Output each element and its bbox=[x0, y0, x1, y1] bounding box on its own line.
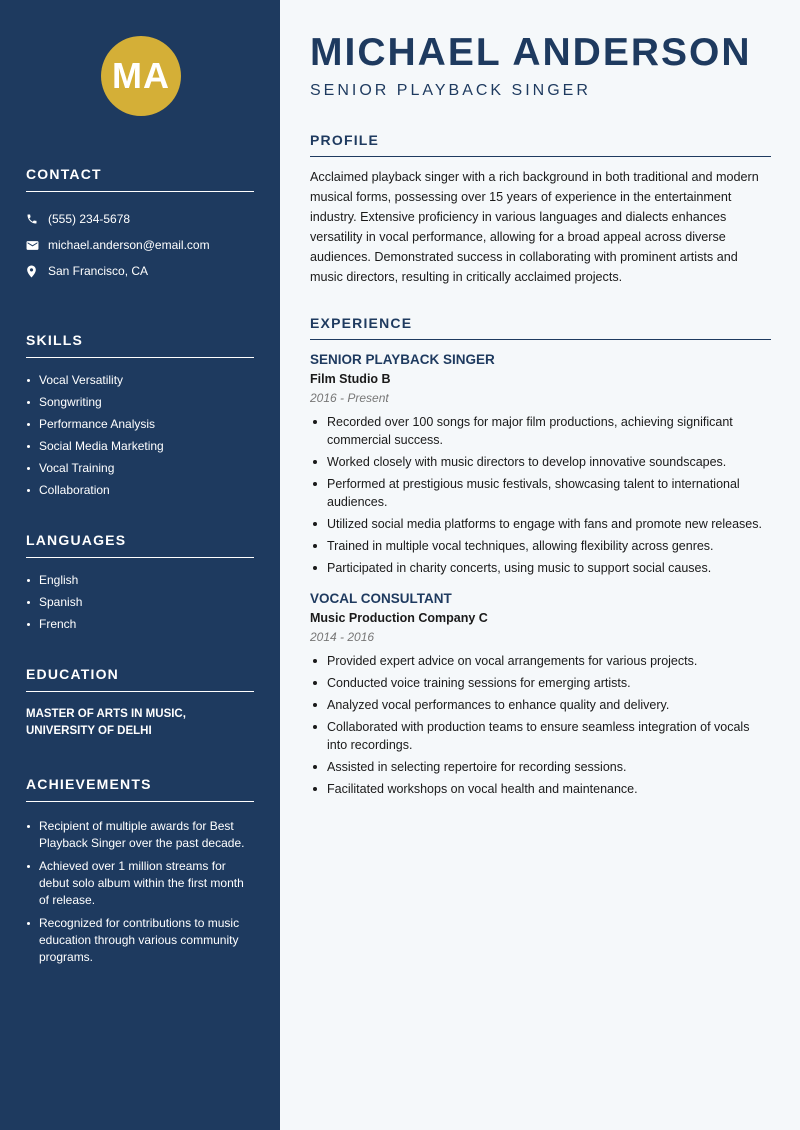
candidate-name: MICHAEL ANDERSON bbox=[310, 31, 752, 74]
job-dates: 2014 - 2016 bbox=[310, 630, 375, 644]
location-text: San Francisco, CA bbox=[48, 264, 149, 278]
education-section bbox=[26, 666, 254, 740]
profile-section bbox=[310, 132, 771, 287]
list-item: Vocal Versatility bbox=[26, 372, 254, 388]
list-item: Worked closely with music directors to develop innovative soundscapes. bbox=[310, 453, 771, 471]
job-dates: 2016 - Present bbox=[310, 391, 389, 405]
achievements-heading: ACHIEVEMENTS bbox=[26, 776, 254, 802]
education-degree: MASTER OF ARTS IN MUSIC, bbox=[26, 708, 186, 720]
education-heading: EDUCATION bbox=[26, 666, 254, 692]
list-item: Participated in charity concerts, using music to support social causes. bbox=[310, 559, 771, 577]
list-item: Facilitated workshops on vocal health and maintenance. bbox=[310, 780, 771, 798]
email-text: michael.anderson@email.com bbox=[48, 238, 210, 252]
list-item: Trained in multiple vocal techniques, allowing flexibility across genres. bbox=[310, 537, 771, 555]
list-item: Recorded over 100 songs for major film productions, achieving significant commercial success. bbox=[310, 413, 771, 449]
mail-icon bbox=[26, 240, 48, 251]
candidate-role: SENIOR PLAYBACK SINGER bbox=[310, 82, 591, 99]
contact-phone bbox=[26, 206, 254, 232]
languages-section bbox=[26, 532, 254, 632]
list-item: Recipient of multiple awards for Best Playback Singer over the past decade. bbox=[26, 818, 254, 852]
job-entry bbox=[310, 591, 771, 798]
achievements-section bbox=[26, 776, 254, 966]
avatar: MA bbox=[101, 36, 181, 116]
profile-heading: PROFILE bbox=[310, 132, 771, 157]
experience-section bbox=[310, 315, 771, 798]
list-item: Songwriting bbox=[26, 394, 254, 410]
profile-text: Acclaimed playback singer with a rich background in both traditional and modern musical forms, possessing over 15 years of experience in the entertainment industry. Extensive proficiency in various languages and dialects enhances versatility in vocal performance, allowing for a broad appeal across diverse audiences. Demonstrated success in collaborating with prominent artists and music directors, resulting in critically acclaimed projects. bbox=[310, 170, 759, 284]
contact-section bbox=[26, 166, 254, 284]
skills-list bbox=[26, 372, 254, 498]
list-item: Spanish bbox=[26, 594, 254, 610]
list-item: Performed at prestigious music festivals, showcasing talent to international audiences. bbox=[310, 475, 771, 511]
contact-heading: CONTACT bbox=[26, 166, 254, 192]
languages-list bbox=[26, 572, 254, 632]
list-item: Social Media Marketing bbox=[26, 438, 254, 454]
list-item: Provided expert advice on vocal arrangements for various projects. bbox=[310, 652, 771, 670]
job-bullets bbox=[310, 413, 771, 577]
sidebar bbox=[0, 0, 280, 1130]
job-bullets bbox=[310, 652, 771, 798]
job-title: VOCAL CONSULTANT bbox=[310, 591, 452, 606]
list-item: Vocal Training bbox=[26, 460, 254, 476]
languages-heading: LANGUAGES bbox=[26, 532, 254, 558]
list-item: Collaborated with production teams to ensure seamless integration of vocals into recordings. bbox=[310, 718, 771, 754]
list-item: Conducted voice training sessions for emerging artists. bbox=[310, 674, 771, 692]
job-company: Music Production Company C bbox=[310, 611, 488, 625]
skills-heading: SKILLS bbox=[26, 332, 254, 358]
list-item: Collaboration bbox=[26, 482, 254, 498]
phone-icon bbox=[26, 213, 48, 225]
list-item: Achieved over 1 million streams for debut solo album within the first month of release. bbox=[26, 858, 254, 909]
achievements-list bbox=[26, 818, 254, 966]
skills-section bbox=[26, 332, 254, 498]
list-item: Analyzed vocal performances to enhance quality and delivery. bbox=[310, 696, 771, 714]
list-item: Performance Analysis bbox=[26, 416, 254, 432]
location-pin-icon bbox=[26, 265, 48, 278]
education-school: UNIVERSITY OF DELHI bbox=[26, 725, 152, 737]
experience-heading: EXPERIENCE bbox=[310, 315, 771, 340]
job-title: SENIOR PLAYBACK SINGER bbox=[310, 352, 495, 367]
phone-text: (555) 234-5678 bbox=[48, 212, 131, 226]
job-company: Film Studio B bbox=[310, 372, 391, 386]
contact-email bbox=[26, 232, 254, 258]
list-item: English bbox=[26, 572, 254, 588]
list-item: Recognized for contributions to music education through various community programs. bbox=[26, 915, 254, 966]
job-entry bbox=[310, 352, 771, 577]
main-content bbox=[280, 0, 800, 1130]
list-item: French bbox=[26, 616, 254, 632]
list-item: Utilized social media platforms to engage with fans and promote new releases. bbox=[310, 515, 771, 533]
list-item: Assisted in selecting repertoire for recording sessions. bbox=[310, 758, 771, 776]
contact-location bbox=[26, 258, 254, 284]
